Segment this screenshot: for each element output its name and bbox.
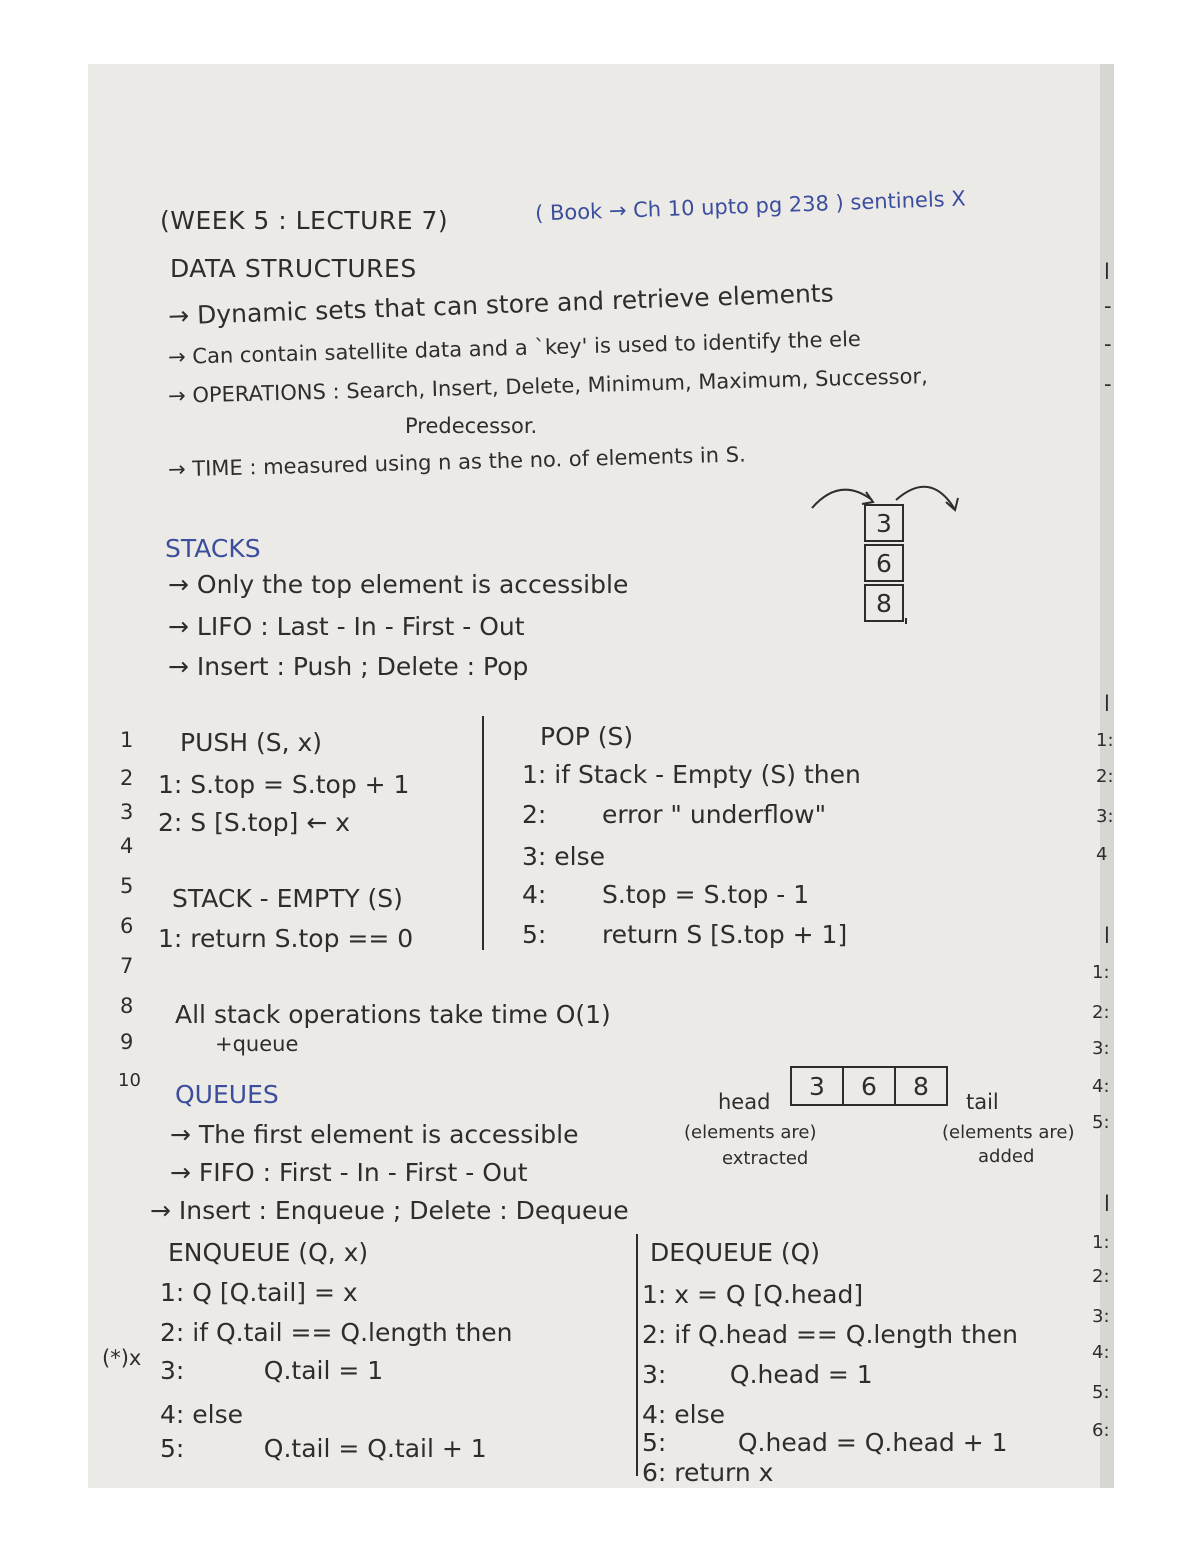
right-mark-16: l — [1104, 1192, 1110, 1216]
star-marker: (*)x — [102, 1346, 142, 1370]
right-mark-1: l — [1104, 260, 1110, 284]
queue-cell-2: 6 — [842, 1066, 896, 1106]
right-mark-8: 3: — [1096, 806, 1114, 827]
right-mark-5: l — [1104, 692, 1110, 716]
dequeue-title: DEQUEUE (Q) — [650, 1238, 821, 1267]
right-mark-18: 2: — [1092, 1266, 1110, 1287]
ds-bullet-3-cont: Predecessor. — [405, 414, 538, 438]
margin-number-6: 6 — [120, 914, 134, 938]
enqueue-line-1: 1: Q [Q.tail] = x — [160, 1278, 358, 1307]
queue-tail-label: tail — [966, 1090, 999, 1114]
right-mark-10: l — [1104, 924, 1110, 948]
stacks-heading: STACKS — [165, 534, 261, 563]
pop-line-1: 1: if Stack - Empty (S) then — [522, 760, 861, 789]
queue-head-note-1: (elements are) — [684, 1122, 817, 1143]
queue-cell-3: 8 — [894, 1066, 948, 1106]
push-title: PUSH (S, x) — [180, 728, 323, 757]
right-mark-7: 2: — [1096, 766, 1114, 787]
pop-line-5: 5: return S [S.top + 1] — [522, 920, 848, 949]
enqueue-line-2: 2: if Q.tail == Q.length then — [160, 1318, 513, 1347]
right-mark-4: - — [1104, 372, 1112, 396]
right-mark-2: - — [1104, 294, 1112, 318]
margin-number-3: 3 — [120, 800, 134, 824]
queues-bullet-1: → The first element is accessible — [170, 1120, 579, 1149]
right-mark-19: 3: — [1092, 1306, 1110, 1327]
queue-tail-note-1: (elements are) — [942, 1122, 1075, 1143]
pop-title: POP (S) — [540, 722, 634, 751]
right-mark-14: 4: — [1092, 1076, 1110, 1097]
ds-bullet-2: → Can contain satellite data and a `key' is used to identify the ele — [167, 326, 862, 370]
enqueue-line-3: 3: Q.tail = 1 — [160, 1356, 384, 1385]
right-mark-15: 5: — [1092, 1112, 1110, 1133]
right-mark-22: 6: — [1092, 1420, 1110, 1441]
dequeue-line-6: 6: return x — [642, 1458, 774, 1487]
dequeue-line-5: 5: Q.head = Q.head + 1 — [642, 1428, 1008, 1457]
stacks-bullet-1: → Only the top element is accessible — [168, 570, 629, 599]
queues-heading: QUEUES — [175, 1080, 279, 1109]
margin-number-10: 10 — [118, 1070, 141, 1091]
stack-empty-title: STACK - EMPTY (S) — [172, 884, 403, 913]
queues-bullet-2: → FIFO : First - In - First - Out — [170, 1158, 528, 1187]
queue-note: +queue — [215, 1032, 299, 1056]
right-mark-11: 1: — [1092, 962, 1110, 983]
dequeue-line-4: 4: else — [642, 1400, 726, 1429]
lecture-title: (WEEK 5 : LECTURE 7) — [160, 206, 449, 235]
dequeue-line-1: 1: x = Q [Q.head] — [642, 1280, 864, 1309]
right-mark-9: 4 — [1096, 844, 1108, 865]
stack-empty-line-1: 1: return S.top == 0 — [158, 924, 414, 953]
push-pop-divider — [482, 716, 484, 950]
queue-tail-note-2: added — [978, 1146, 1035, 1167]
queues-bullet-3: → Insert : Enqueue ; Delete : Dequeue — [150, 1196, 629, 1225]
ds-bullet-4: → TIME : measured using n as the no. of elements in S. — [167, 442, 747, 482]
margin-number-7: 7 — [120, 954, 134, 978]
right-mark-12: 2: — [1092, 1002, 1110, 1023]
queue-head-note-2: extracted — [722, 1148, 809, 1169]
stacks-bullet-2: → LIFO : Last - In - First - Out — [168, 612, 525, 641]
right-mark-17: 1: — [1092, 1232, 1110, 1253]
right-mark-21: 5: — [1092, 1382, 1110, 1403]
dequeue-line-3: 3: Q.head = 1 — [642, 1360, 873, 1389]
pop-line-4: 4: S.top = S.top - 1 — [522, 880, 810, 909]
queue-head-label: head — [718, 1090, 771, 1114]
stacks-bullet-3: → Insert : Push ; Delete : Pop — [168, 652, 529, 681]
pop-line-3: 3: else — [522, 842, 606, 871]
data-structures-heading: DATA STRUCTURES — [170, 254, 417, 283]
stack-cell-middle: 6 — [864, 544, 904, 582]
ds-bullet-1: → Dynamic sets that can store and retrieve elements — [167, 278, 835, 331]
stack-cell-bottom: 8 — [864, 584, 904, 622]
book-reference: ( Book → Ch 10 upto pg 238 ) sentinels X — [534, 186, 967, 226]
margin-number-8: 8 — [120, 994, 134, 1018]
stack-cell-top: 3 — [864, 504, 904, 542]
margin-number-4: 4 — [120, 834, 134, 858]
right-mark-6: 1: — [1096, 730, 1114, 751]
right-mark-20: 4: — [1092, 1342, 1110, 1363]
margin-number-1: 1 — [120, 728, 134, 752]
enqueue-dequeue-divider — [636, 1234, 638, 1476]
push-line-2: 2: S [S.top] ← x — [158, 808, 351, 837]
margin-number-9: 9 — [120, 1030, 134, 1054]
enqueue-line-5: 5: Q.tail = Q.tail + 1 — [160, 1434, 487, 1463]
dequeue-line-2: 2: if Q.head == Q.length then — [642, 1320, 1018, 1349]
right-mark-3: - — [1104, 332, 1112, 356]
push-line-1: 1: S.top = S.top + 1 — [158, 770, 410, 799]
margin-number-5: 5 — [120, 874, 134, 898]
margin-number-2: 2 — [120, 766, 134, 790]
stack-complexity: All stack operations take time O(1) — [175, 1000, 611, 1029]
enqueue-title: ENQUEUE (Q, x) — [168, 1238, 369, 1267]
ds-bullet-3: → OPERATIONS : Search, Insert, Delete, Minimum, Maximum, Successor, — [167, 364, 929, 408]
pop-line-2: 2: error " underflow" — [522, 800, 827, 829]
queue-cell-1: 3 — [790, 1066, 844, 1106]
right-mark-13: 3: — [1092, 1038, 1110, 1059]
enqueue-line-4: 4: else — [160, 1400, 244, 1429]
